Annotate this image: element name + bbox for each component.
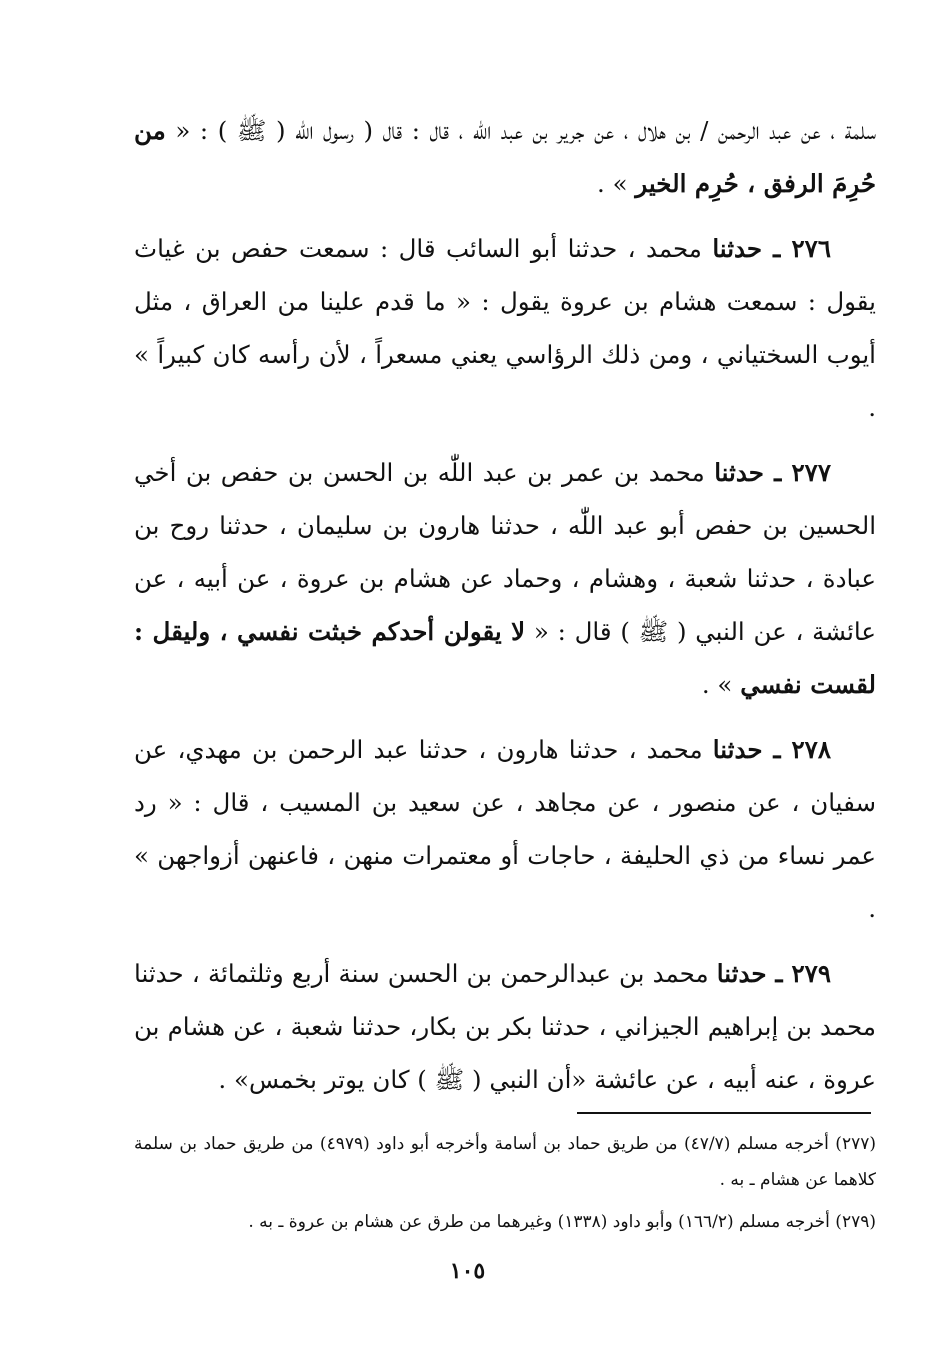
hadith-number: ٢٧٨ [791,735,831,764]
main-text [134,104,876,1106]
hadith-paragraph: ٢٧٦ ـ حدثنا محمد ، حدثنا أبو السائب قال : سمعت حفص بن غياث يقول : سمعت هشام بن عروة يقول : « ما قدم علينا من العراق ، مثل أيوب السختياني ، ومن ذلك الرؤاسي يعني مسعراً ، لأن رأسه كان كبيراً » . [134,234,876,422]
continuation-paragraph [134,104,876,210]
footnote-divider [577,1112,871,1114]
hadith-lead: حدثنا [712,234,763,263]
hadith-paragraph: ٢٧٩ ـ حدثنا محمد بن عبدالرحمن بن الحسن سنة أربع وثلثمائة ، حدثنا محمد بن إبراهيم الجيزاني ، حدثنا بكر بن بكار، حدثنا شعبة ، عن هشام بن عروة ، عنه أبيه ، عن عائشة «أن النبي ( ﷺ ) كان يوتر بخمس» . [134,959,876,1094]
paragraph-text: سلمة ، عن عبد الرحمن / بن هلال ، عن جرير بن عبد اللّٰه ، قال : قال ( رسول اللّٰه ( ﷺ ) : « [165,116,876,145]
hadith-text: محمد ، حدثنا أبو السائب قال : سمعت حفص بن غياث يقول : سمعت هشام بن عروة يقول : « ما قدم علينا من العراق ، مثل أيوب السختياني ، ومن ذلك الرؤاسي يعني مسعراً ، لأن رأسه كان كبيراً » . [134,234,876,422]
hadith-number: ٢٧٩ [791,959,831,988]
hadith-text: محمد بن عمر بن عبد اللّٰه بن الحسن بن حفص بن أخي الحسين بن حفص أبو عبد اللّٰه ، حدثنا هارون بن سليمان ، حدثنا روح بن عبادة ، حدثنا شعبة ، وهشام ، وحماد عن هشام بن عروة ، عن أبيه ، عن عائشة ، عن النبي ( ﷺ ) قال : « [134,458,876,646]
hadith-text: محمد بن عبدالرحمن بن الحسن سنة أربع وثلثمائة ، حدثنا محمد بن إبراهيم الجيزاني ، حدثنا بكر بن بكار، حدثنا شعبة ، عن هشام بن عروة ، عنه أبيه ، عن عائشة «أن النبي ( ﷺ ) كان يوتر بخمس» . [134,959,876,1094]
hadith-lead: حدثنا [716,959,767,988]
hadith-paragraph: ٢٧٧ ـ حدثنا محمد بن عمر بن عبد اللّٰه بن الحسن بن حفص بن أخي الحسين بن حفص أبو عبد اللّٰه ، حدثنا هارون بن سليمان ، حدثنا روح بن عبادة ، حدثنا شعبة ، وهشام ، وحماد عن هشام بن عروة ، عن أبيه ، عن عائشة ، عن النبي ( ﷺ ) قال : « لا يقولن أحدكم خبثت نفسي ، وليقل : لقست نفسي » . [134,458,876,699]
hadith-lead: حدثنا [714,458,764,487]
page-number: ١٠٥ [449,1258,486,1284]
footnotes [134,1126,876,1240]
hadith-paragraph: ٢٧٨ ـ حدثنا محمد ، حدثنا هارون ، حدثنا عبد الرحمن بن مهدي، عن سفيان ، عن منصور ، عن مجاهد ، عن سعيد بن المسيب ، قال : « رد عمر نساء من ذي الحليفة ، حاجات أو معتمرات منهن ، فاعنهن أزواجهن » . [134,735,876,923]
hadith-quote: لا يقولن أحدكم خبثت نفسي ، وليقل : لقست نفسي [134,617,876,699]
hadith-lead: حدثنا [712,735,763,764]
footnote: (٢٧٧) أخرجه مسلم (٤٧/٧) من طريق حماد بن أسامة وأخرجه أبو داود (٤٩٧٩) من طريق حماد بن سلمة كلاهما عن هشام ـ به . [134,1134,876,1190]
hadith-number: ٢٧٦ [791,234,831,263]
hadith-number: ٢٧٧ [791,458,831,487]
hadith-quote: من حُرِمَ الرفق ، حُرِم الخير [134,116,876,198]
hadith-text: محمد ، حدثنا هارون ، حدثنا عبد الرحمن بن مهدي، عن سفيان ، عن منصور ، عن مجاهد ، عن سعيد بن المسيب ، قال : « رد عمر نساء من ذي الحليفة ، حاجات أو معتمرات منهن ، فاعنهن أزواجهن » . [134,735,876,923]
hadith-end: » . [701,670,741,699]
paragraph-end: » . [597,169,636,198]
footnote: (٢٧٩) أخرجه مسلم (١٦٦/٢) وأبو داود (١٣٣٨) وغيرهما من طرق عن هشام بن عروة ـ به . [248,1212,876,1232]
